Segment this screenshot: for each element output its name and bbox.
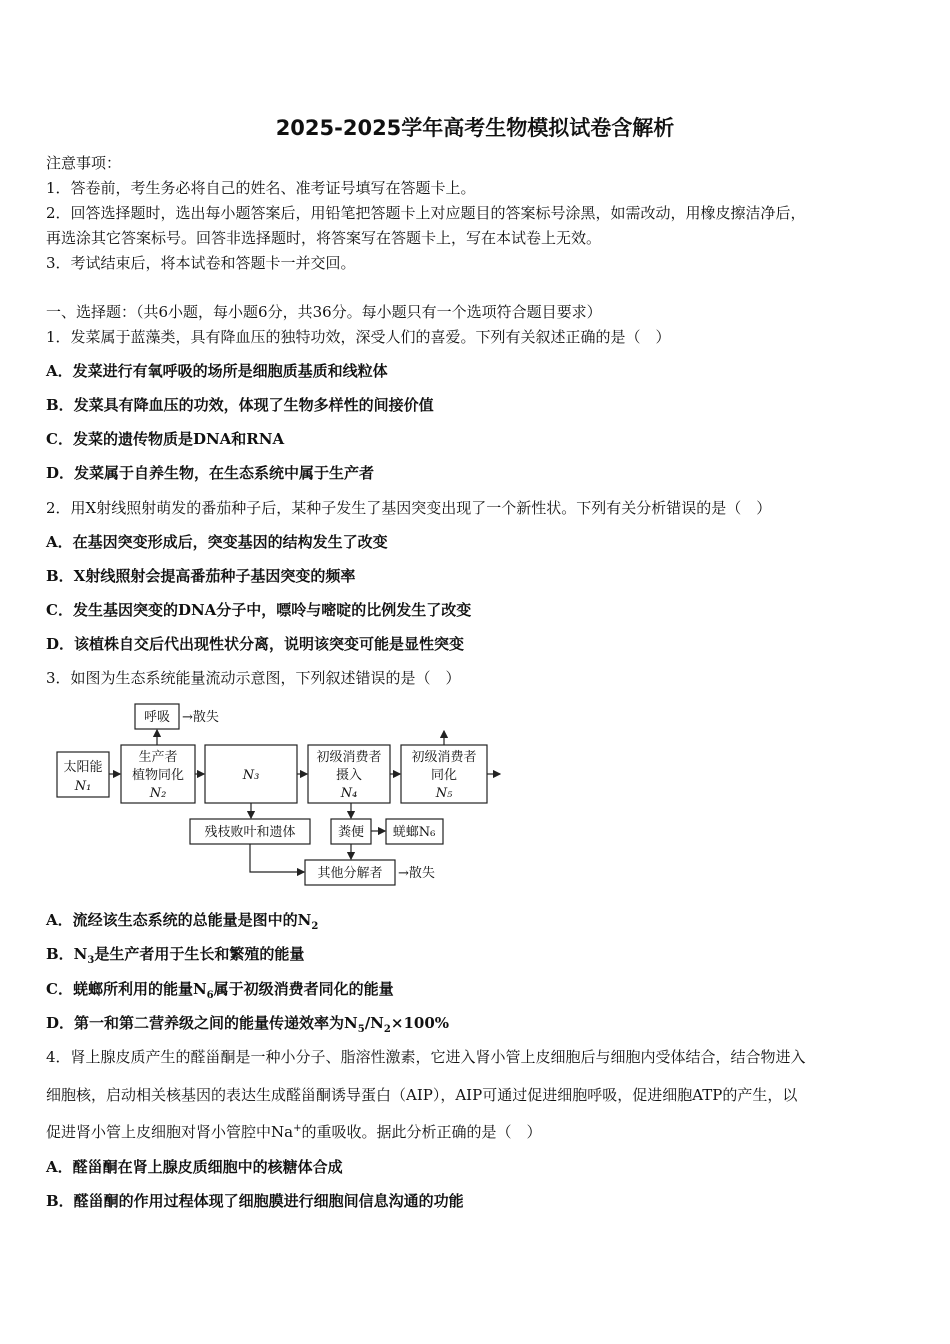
consumer-intake-label-2: 摄入 — [335, 768, 363, 783]
solar-energy-label: 太阳能 — [63, 760, 103, 775]
consumer-intake-label-1: 初级消费者 — [316, 750, 382, 765]
q3-option-b: B．$N_3$是生产者用于生长和繁殖的能量 — [46, 945, 305, 966]
consumer-assim-label-1: 初级消费者 — [411, 750, 477, 765]
n5-label: N₅ — [435, 786, 453, 801]
q1-stem: 1．发菜属于蓝藻类，具有降血压的独特功效，深受人们的喜爱。下列有关叙述正确的是（ ） — [46, 328, 671, 346]
q1-option-a: A．发菜进行有氧呼吸的场所是细胞质基质和线粒体 — [46, 362, 388, 380]
n1-label: N₁ — [74, 779, 92, 794]
dissipation-label-bottom: →散失 — [398, 866, 435, 881]
producer-label-2: 植物同化 — [131, 768, 185, 783]
q3-option-a: A．流经该生态系统的总能量是图中的$N_2$ — [46, 911, 319, 932]
consumer-assim-label-2: 同化 — [430, 768, 458, 783]
n2-label: N₂ — [149, 786, 167, 801]
producer-label-1: 生产者 — [138, 750, 178, 765]
dissipation-label-top: →散失 — [182, 710, 219, 725]
q2-option-b: B．X射线照射会提高番茄种子基因突变的频率 — [46, 567, 356, 585]
page-title: 2025-2025学年高考生物模拟试卷含解析 — [275, 116, 675, 140]
q4-option-b: B．醛甾酮的作用过程体现了细胞膜进行细胞间信息沟通的功能 — [46, 1192, 464, 1210]
feces-label: 粪便 — [337, 825, 365, 840]
q1-option-b: B．发菜具有降血压的功效，体现了生物多样性的间接价值 — [46, 396, 434, 414]
q1-option-d: D．发菜属于自养生物，在生态系统中属于生产者 — [46, 464, 375, 482]
n3-label: N₃ — [242, 768, 260, 783]
notice-item-1: 1．答卷前，考生务必将自己的姓名、准考证号填写在答题卡上。 — [46, 179, 476, 197]
decomposer-label: 其他分解者 — [317, 866, 383, 881]
residue-label: 残枝败叶和遗体 — [204, 825, 296, 840]
q4-stem-line-2: 细胞核，启动相关核基因的表达生成醛甾酮诱导蛋白（AIP），AIP可通过促进细胞呼吸，促进细胞ATP的产生，以 — [46, 1086, 798, 1104]
q3-option-c: C．蜣螂所利用的能量$N_6$属于初级消费者同化的能量 — [46, 980, 394, 1001]
q4-stem-line-1: 4．肾上腺皮质产生的醛甾酮是一种小分子、脂溶性激素，它进入肾小管上皮细胞后与细胞内受体结合，结合物进入 — [46, 1048, 806, 1066]
q2-stem: 2．用X射线照射萌发的番茄种子后，某种子发生了基因突变出现了一个新性状。下列有关分析错误的是（ ） — [46, 499, 772, 517]
energy-flow-diagram — [50, 695, 510, 895]
respiration-label: 呼吸 — [143, 710, 171, 725]
q4-stem-line-3: 促进肾小管上皮细胞对肾小管腔中Na+的重吸收。据此分析正确的是（ ） — [46, 1123, 542, 1141]
n4-label: N₄ — [340, 786, 358, 801]
notice-item-3: 3．考试结束后，将本试卷和答题卡一并交回。 — [46, 254, 356, 272]
q2-option-a: A．在基因突变形成后，突变基因的结构发生了改变 — [46, 533, 388, 551]
q2-option-c: C．发生基因突变的DNA分子中，嘌呤与嘧啶的比例发生了改变 — [46, 601, 472, 619]
arrow-residue-decomposer — [250, 844, 304, 872]
q3-stem: 3．如图为生态系统能量流动示意图，下列叙述错误的是（ ） — [46, 669, 461, 687]
notice-item-2: 2．回答选择题时，选出每小题答案后，用铅笔把答题卡上对应题目的答案标号涂黑，如需改动，用橡皮擦洁净后， — [46, 204, 806, 222]
dung-beetle-label: 蜣螂N₆ — [392, 825, 436, 840]
q1-option-c: C．发菜的遗传物质是DNA和RNA — [46, 430, 285, 448]
q4-option-a: A．醛甾酮在肾上腺皮质细胞中的核糖体合成 — [46, 1158, 343, 1176]
notice-item-2-cont: 再选涂其它答案标号。回答非选择题时，将答案写在答题卡上，写在本试卷上无效。 — [46, 229, 602, 247]
q3-option-d: D．第一和第二营养级之间的能量传递效率为$N_5/N_2\times 100\%$ — [46, 1014, 450, 1035]
section-heading: 一、选择题：（共6小题，每小题6分，共36分。每小题只有一个选项符合题目要求） — [46, 303, 602, 321]
q2-option-d: D．该植株自交后代出现性状分离，说明该突变可能是显性突变 — [46, 635, 465, 653]
notice-heading: 注意事项： — [46, 154, 122, 172]
